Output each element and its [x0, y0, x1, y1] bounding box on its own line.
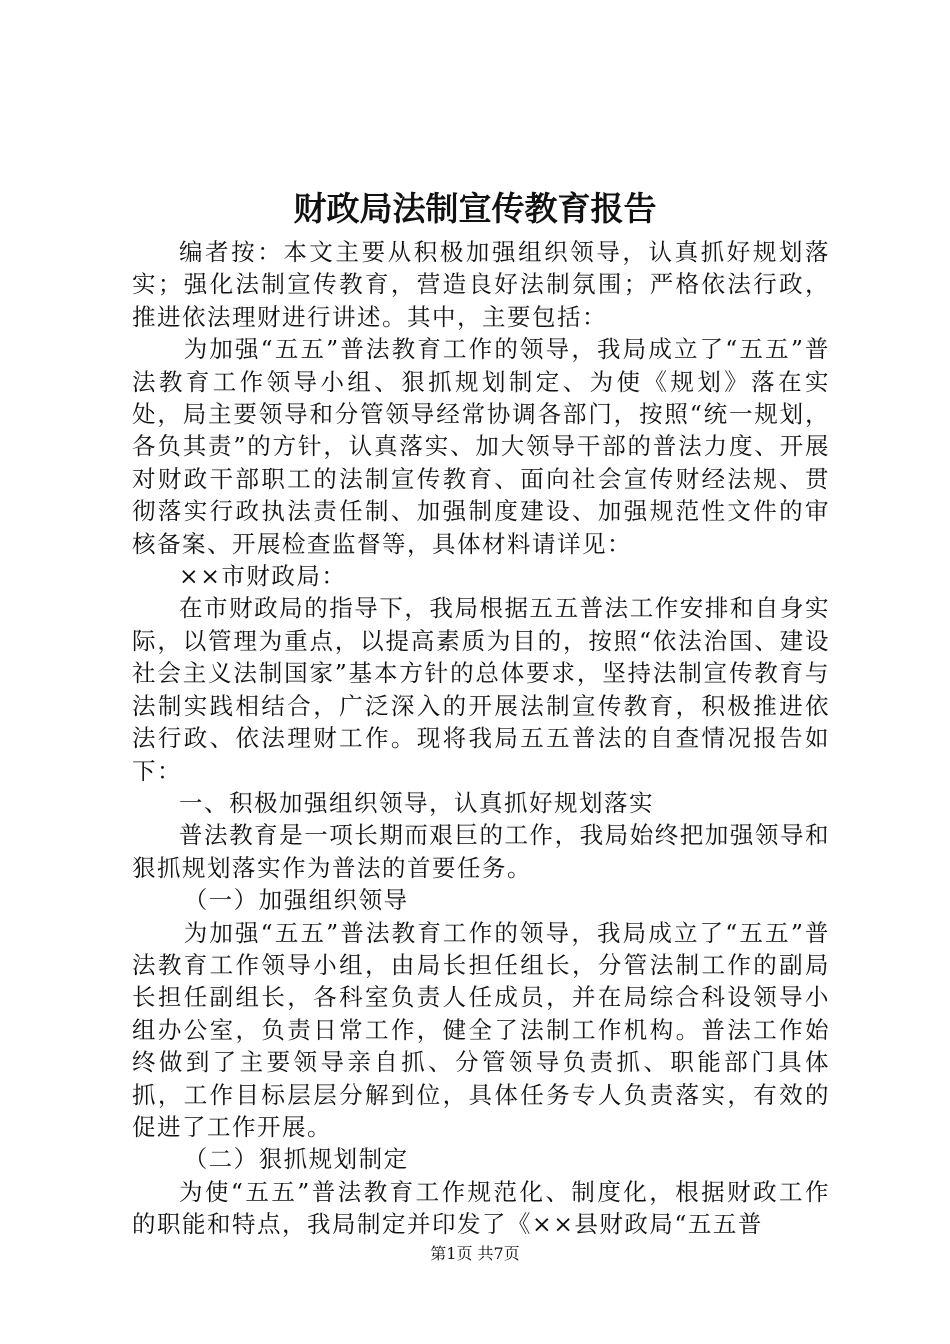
- document-body: [132, 236, 830, 1241]
- section-1-paragraph: 普法教育是一项长期而艰巨的工作，我局始终把加强领导和狠抓规划落实作为普法的首要任务。: [132, 821, 830, 882]
- document-title: 财政局法制宣传教育报告: [293, 189, 657, 228]
- subsection-heading-1: （一）加强组织领导: [183, 886, 409, 915]
- intro-paragraph: 在市财政局的指导下，我局根据五五普法工作安排和自身实际，以管理为重点，以提高素质为目的，按照“依法治国、建设社会主义法制国家”基本方针的总体要求，坚持法制宣传教育与法制实践相结合，广泛深入的开展法制宣传教育，积极推进依法行政、依法理财工作。现将我局五五普法的自查情况报告如下：: [132, 594, 830, 785]
- subsection-heading-2: （二）狠抓规划制定: [183, 1145, 409, 1174]
- page-number: 第1页 共7页: [430, 1244, 520, 1263]
- addressee-line: ××市财政局：: [179, 562, 347, 591]
- section-heading-1: 一、积极加强组织领导，认真抓好规划落实: [179, 788, 654, 817]
- subsection-2-paragraph: 为使“五五”普法教育工作规范化、制度化，根据财政工作的职能和特点，我局制定并印发了《××县财政局“五五普: [132, 1177, 830, 1239]
- summary-paragraph: 为加强“五五”普法教育工作的领导，我局成立了“五五”普法教育工作领导小组、狠抓规划制定、为使《规划》落在实处，局主要领导和分管领导经常协调各部门，按照“统一规划，各负其责”的方针，认真落实、加大领导干部的普法力度、开展对财政干部职工的法制宣传教育、面向社会宣传财经法规、贯彻落实行政执法责任制、加强制度建设、加强规范性文件的审核备案、开展检查监督等，具体材料请详见：: [132, 335, 830, 558]
- editor-note-paragraph: 编者按：本文主要从积极加强组织领导，认真抓好规划落实；强化法制宣传教育，营造良好法制氛围；严格依法行政，推进依法理财进行讲述。其中，主要包括：: [132, 238, 830, 331]
- subsection-1-paragraph: 为加强“五五”普法教育工作的领导，我局成立了“五五”普法教育工作领导小组，由局长担任组长，分管法制工作的副局长担任副组长，各科室负责人任成员，并在局综合科设领导小组办公室，负责日常工作，健全了法制工作机构。普法工作始终做到了主要领导亲自抓、分管领导负责抓、职能部门具体抓，工作目标层层分解到位，具体任务专人负责落实，有效的促进了工作开展。: [132, 918, 830, 1141]
